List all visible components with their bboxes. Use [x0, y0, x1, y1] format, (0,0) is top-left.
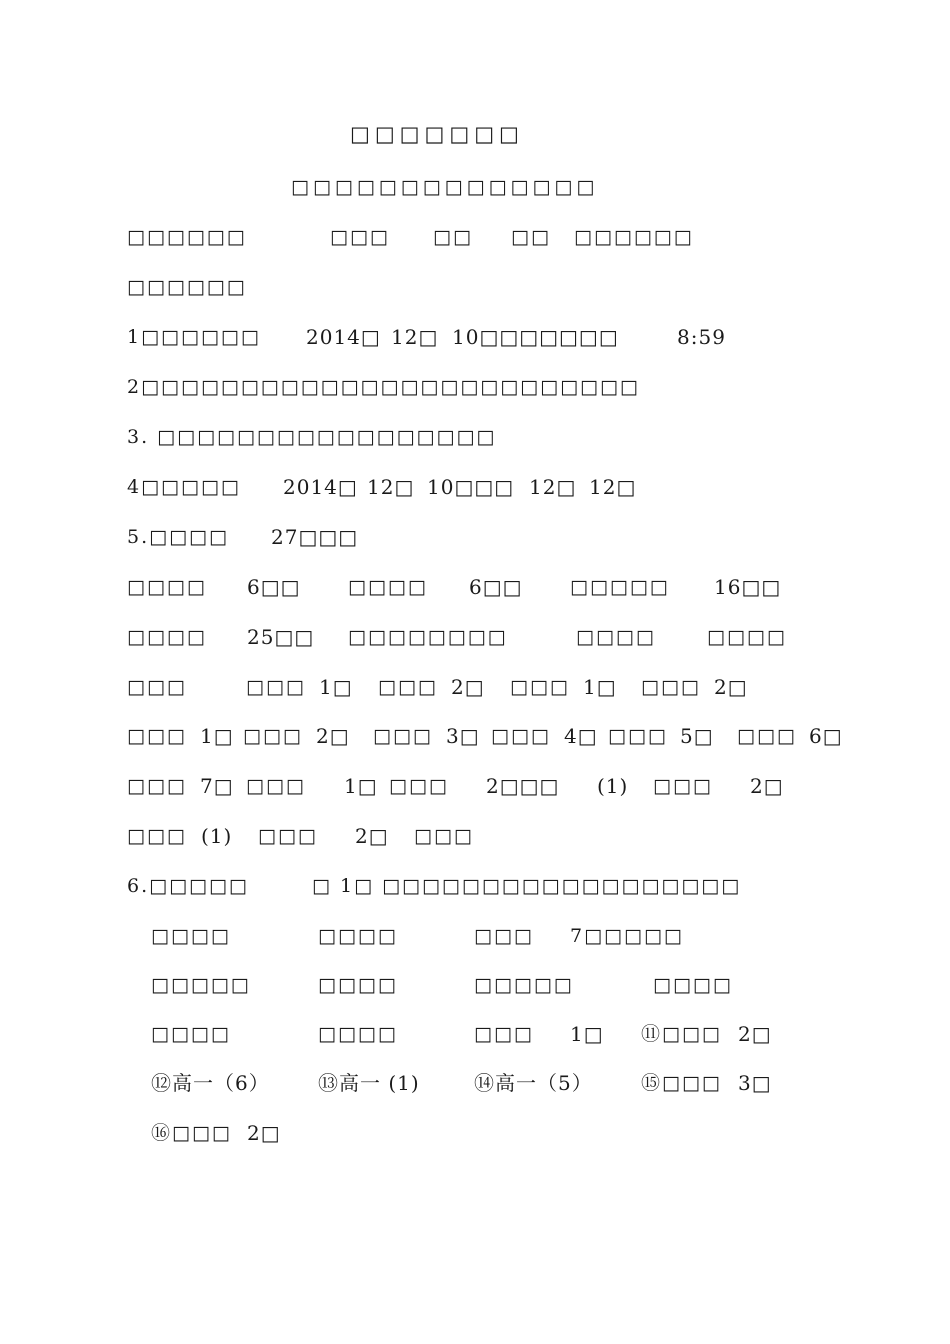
info-line-a-2: □□□ — [330, 226, 390, 248]
row2-c4: □□□□ — [576, 626, 656, 648]
row3-c8: □□□ — [641, 676, 701, 698]
item1-label: 1□□□□□□ — [127, 326, 261, 348]
info-line-a-3: □□ — [433, 226, 473, 248]
item4-day: 10□□□ — [427, 475, 515, 499]
list-r5-c2: 2□ — [247, 1121, 281, 1145]
row4-c6: 3□ — [446, 724, 480, 748]
row4-c4: 2□ — [316, 724, 350, 748]
row3-c7: 1□ — [583, 675, 617, 699]
info-line-b: □□□□□□ — [127, 276, 247, 298]
info-line-a-5: □□□□□□ — [574, 226, 694, 248]
row4-c5: □□□ — [373, 725, 433, 747]
row4-c11: □□□ — [737, 725, 797, 747]
list-r3-c6: 2□ — [738, 1022, 772, 1046]
row4-c2: 1□ — [200, 724, 234, 748]
row5-c9: 2□ — [750, 774, 784, 798]
document-title: □□□□□□□ — [350, 122, 524, 146]
row2-c3: □□□□□□□□ — [348, 626, 508, 648]
list-r5-c1: ⑯□□□ — [151, 1122, 232, 1144]
row4-c8: 4□ — [564, 724, 598, 748]
list-r1-c1: □□□□ — [151, 925, 231, 947]
item4-end-day: 12□ — [589, 475, 637, 499]
list-r4-c1: ⑫高一（6） — [151, 1071, 270, 1095]
row3-c3: 1□ — [319, 675, 353, 699]
item1-time: 8:59 — [677, 325, 726, 349]
list-r3-c2: □□□□ — [318, 1023, 398, 1045]
row1-c1: □□□□ — [127, 576, 207, 598]
item4-month: 12□ — [367, 475, 415, 499]
item1-year: 2014□ — [306, 325, 381, 349]
row4-c3: □□□ — [243, 725, 303, 747]
row2-c5: □□□□ — [707, 626, 787, 648]
list-r2-c3: □□□□□ — [474, 974, 574, 996]
row3-c2: □□□ — [246, 676, 306, 698]
item6-text: □ 1□ □□□□□□□□□□□□□□□□□□ — [312, 875, 742, 897]
item6-label: 6.□□□□□ — [127, 875, 249, 897]
row5-c7: (1) — [597, 774, 629, 798]
item1-day: 10□□□□□□□ — [452, 325, 619, 349]
list-r3-c5: ⑪□□□ — [641, 1023, 722, 1045]
item4-end-month: 12□ — [529, 475, 577, 499]
list-r3-c1: □□□□ — [151, 1023, 231, 1045]
list-r4-c3: ⑭高一（5） — [474, 1071, 593, 1095]
row1-c3: □□□□ — [348, 576, 428, 598]
row6-c3: □□□ — [258, 825, 318, 847]
row1-c5: □□□□□ — [570, 576, 670, 598]
row3-c5: 2□ — [451, 675, 485, 699]
list-r2-c1: □□□□□ — [151, 974, 251, 996]
list-r1-c2: □□□□ — [318, 925, 398, 947]
row4-c10: 5□ — [680, 724, 714, 748]
row1-c2: 6□□ — [247, 575, 301, 599]
list-r4-c4: ⑮□□□ — [641, 1072, 722, 1094]
row1-c6: 16□□ — [714, 575, 782, 599]
row1-c4: 6□□ — [469, 575, 523, 599]
row4-c9: □□□ — [608, 725, 668, 747]
list-r2-c4: □□□□ — [653, 974, 733, 996]
row5-c6: 2□□□ — [486, 774, 560, 798]
item5-count: 27□□□ — [271, 525, 359, 549]
document-subtitle: □□□□□□□□□□□□□□ — [291, 176, 599, 198]
item4-label: 4□□□□□ — [127, 476, 241, 498]
list-r1-c3: □□□ — [474, 925, 534, 947]
list-r3-c3: □□□ — [474, 1023, 534, 1045]
row4-c1: □□□ — [127, 725, 187, 747]
list-r3-c4: 1□ — [570, 1022, 604, 1046]
row5-c1: □□□ — [127, 775, 187, 797]
row4-c12: 6□ — [809, 724, 843, 748]
row6-c2: (1) — [201, 824, 233, 848]
info-line-a-1: □□□□□□ — [127, 226, 247, 248]
row3-c6: □□□ — [510, 676, 570, 698]
row5-c4: 1□ — [344, 774, 378, 798]
row4-c7: □□□ — [491, 725, 551, 747]
item4-year: 2014□ — [283, 475, 358, 499]
row2-c1: □□□□ — [127, 626, 207, 648]
row6-c4: 2□ — [355, 824, 389, 848]
item2: 2□□□□□□□□□□□□□□□□□□□□□□□□□ — [127, 376, 640, 398]
list-r1-c4: 7□□□□□ — [570, 925, 684, 947]
row5-c2: 7□ — [200, 774, 234, 798]
item3: 3. □□□□□□□□□□□□□□□□□ — [127, 426, 497, 448]
list-r2-c2: □□□□ — [318, 974, 398, 996]
row3-c9: 2□ — [714, 675, 748, 699]
row6-c5: □□□ — [414, 825, 474, 847]
info-line-a-4: □□ — [511, 226, 551, 248]
row5-c5: □□□ — [389, 775, 449, 797]
row3-c1: □□□ — [127, 676, 187, 698]
row5-c8: □□□ — [653, 775, 713, 797]
list-r4-c5: 3□ — [738, 1071, 772, 1095]
row3-c4: □□□ — [378, 676, 438, 698]
item1-month: 12□ — [391, 325, 439, 349]
row2-c2: 25□□ — [247, 625, 315, 649]
row5-c3: □□□ — [246, 775, 306, 797]
item5-label: 5.□□□□ — [127, 526, 229, 548]
row6-c1: □□□ — [127, 825, 187, 847]
list-r4-c2: ⑬高一 (1) — [318, 1071, 420, 1095]
